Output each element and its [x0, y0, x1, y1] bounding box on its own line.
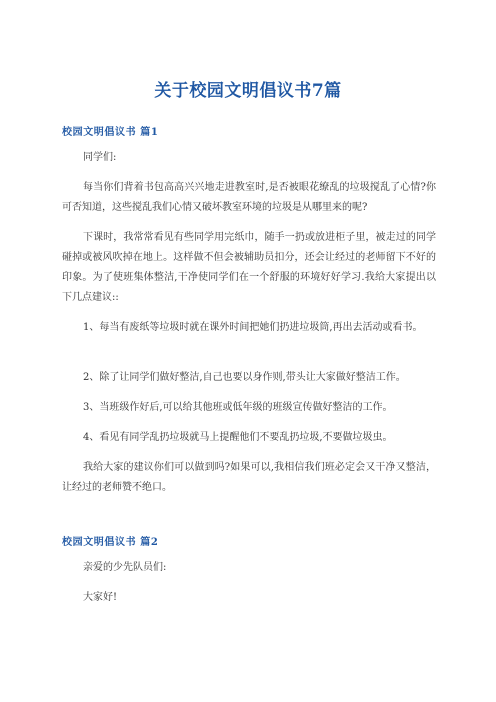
- paragraph-intro: 每当你们背着书包高高兴兴地走进教室时,是否被眼花缭乱的垃圾搅乱了心情?你可否知道，这些搅乱我们心情又破坏教室环境的垃圾是从哪里来的呢?: [62, 182, 436, 213]
- paragraph-greeting: 同学们:: [83, 152, 117, 163]
- document-title: 关于校园文明倡议书7篇: [154, 81, 342, 101]
- paragraph-conclusion: 我给大家的建议你们可以做到吗?如果可以,我相信我们班必定会又干净又整洁，让经过的老师赞不绝口。: [62, 462, 436, 493]
- paragraph-suggestion-3: 3、当班级作好后,可以给其他班或低年级的班级宣传做好整洁的工作。: [83, 402, 393, 413]
- paragraph-salutation: 亲爱的少先队员们:: [83, 562, 167, 573]
- paragraph-suggestion-1: 1、每当有废纸等垃圾时就在课外时间把她们扔进垃圾筒,再出去活动或看书。: [83, 322, 423, 333]
- paragraph-hello: 大家好!: [83, 592, 118, 603]
- section-heading-2: 校园文明倡议书 篇2: [62, 537, 159, 548]
- paragraph-suggestion-2: 2、除了让同学们做好整洁,自己也要以身作则,带头让大家做好整洁工作。: [83, 372, 406, 383]
- paragraph-suggestion-4: 4、看见有同学乱扔垃圾就马上提醒他们不要乱扔垃圾,不要做垃圾虫。: [83, 432, 393, 443]
- section-heading-1: 校园文明倡议书 篇1: [62, 127, 159, 138]
- paragraph-observation: 下课时，我常常看见有些同学用完纸巾，随手一扔或放进柜子里，被走过的同学碰掉或被风吹掉在地上。这样做不但会被辅助员扣分，还会让经过的老师留下不好的印象。为了使班集体整洁,干净使同学们在一个舒服的环境好好学习.我给大家提出以下几点建议::: [62, 232, 436, 303]
